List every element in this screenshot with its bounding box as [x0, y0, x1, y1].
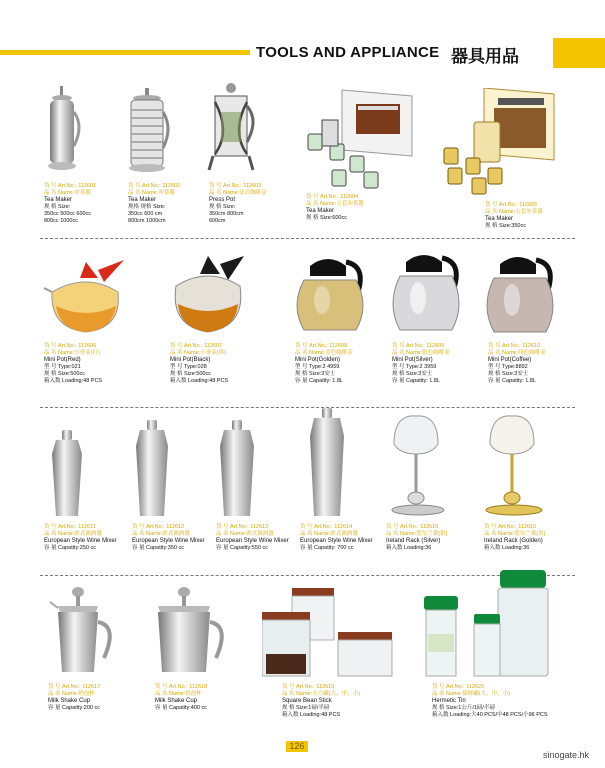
page-title: TOOLS AND APPLIANCE	[256, 44, 440, 61]
product-name-cn: 品 名 Name:冲茶器	[128, 190, 175, 196]
product-spec: 规格 规格 Size:	[128, 204, 166, 210]
product-name: Mini Pot(Golden)	[295, 357, 341, 363]
product-name-cn: 品 名 Name:奶泡杯	[48, 691, 95, 697]
product-spec: 箱入数 Loading:36	[386, 545, 432, 551]
ireland-rack-silver-image	[386, 414, 450, 516]
product-name: Tea Maker	[44, 197, 73, 203]
mini-pot-black-image	[170, 252, 248, 336]
product-name: European Style Wine Mixer	[216, 538, 289, 544]
product-name-cn: 品 名 Name:啡色咖啡壶	[488, 350, 546, 356]
square-bean-stick-image	[262, 588, 394, 682]
product-spec: 规 格 Size:	[209, 204, 236, 210]
product-name-cn: 品 名 Name:五套冲茶器	[306, 201, 364, 207]
wine-mixer-image	[128, 420, 176, 520]
product-code: 货 号 Art.No.: 112611	[44, 524, 96, 530]
product-name: Hermetic Tin	[432, 698, 466, 704]
product-name: Tea Maker	[306, 208, 335, 214]
product-name: European Style Wine Mixer	[44, 538, 117, 544]
product-code: 货 号 Art.No.: 112613	[216, 524, 269, 530]
product-spec: 容 量 Capatity:350 cc	[132, 545, 184, 551]
product-name-cn: 品 名 Name:欧式调酒器	[216, 531, 274, 537]
product-name-cn: 品 名 Name:方豆罐(大、中、小)	[282, 691, 360, 697]
product-name: Mini Pot(Black)	[170, 357, 211, 363]
coffee-pot-silver-image	[390, 248, 468, 336]
product-code: 货 号 Art.No.: 112608	[295, 343, 348, 349]
product-code: 货 号 Art.No.: 112619	[282, 684, 335, 690]
press-pot-image	[207, 82, 257, 180]
product-code: 货 号 Art.No.: 112609	[392, 343, 445, 349]
product-name-cn: 品 名 Name:小哥壶(红)	[44, 350, 100, 356]
product-spec: 型 号 Type:2 4959	[295, 364, 340, 370]
product-name-cn: 品 名 Name:欧式调酒器	[300, 531, 358, 537]
product-name-cn: 品 名 Name:金色咖啡壶	[295, 350, 353, 356]
ireland-rack-golden-image	[482, 414, 548, 516]
product-name-cn: 品 名 Name:五套冲茶器	[485, 209, 543, 215]
product-name: Press Pot	[209, 197, 236, 203]
product-spec: 规 格 Size:3安士	[488, 371, 529, 377]
product-spec: 规 格 Size:1公斤/1磅/半磅	[432, 705, 495, 711]
product-code: 货 号 Art.No.: 112606	[44, 343, 97, 349]
milk-shake-cup-image	[48, 586, 118, 680]
product-spec: 规 格 Size:500cc	[44, 371, 85, 377]
product-name: European Style Wine Mixer	[300, 538, 373, 544]
product-spec: 800cc 1000cc	[44, 218, 78, 224]
product-name-cn: 品 名 Name:银色咖啡壶	[392, 350, 450, 356]
product-spec: 800cm 1000cm	[128, 218, 166, 224]
product-code: 货 号 Art.No.: 112615	[386, 524, 439, 530]
product-name-cn: 品 名 Name:小哥壶(黑)	[170, 350, 226, 356]
mini-pot-red-image	[44, 256, 128, 336]
product-name-cn: 品 名 Name:爱尔兰架(银)	[386, 531, 448, 537]
product-code: 货 号 Art.No.: 112617	[48, 684, 101, 690]
product-spec: 容 量 Capatity:250 cc	[44, 545, 96, 551]
product-name: Milk Shake Cup	[48, 698, 91, 704]
wine-mixer-image	[44, 430, 90, 520]
product-spec: 箱入数 Loading:48 PCS	[282, 712, 341, 718]
product-name-cn: 品 名 Name:欧式调酒器	[132, 531, 190, 537]
product-code: 货 号 Art.No.: 112614	[300, 524, 353, 530]
hermetic-tin-image	[424, 570, 564, 682]
product-name: Ireland Rack (Silver)	[386, 538, 441, 544]
product-name: Mini Pot(Silver)	[392, 357, 433, 363]
product-spec: 600cm	[209, 218, 226, 224]
page-number: 126	[286, 741, 308, 752]
product-spec: 规 格 Size:3安士	[295, 371, 336, 377]
product-spec: 规 格 Size:500cc	[170, 371, 211, 377]
product-name-cn: 品 名 Name:奶泡杯	[155, 691, 202, 697]
product-code: 货 号 Art.No.: 112603	[209, 183, 262, 189]
product-name-cn: 品 名 Name:法式咖啡壶	[209, 190, 267, 196]
product-name-cn: 品 名 Name:冲茶器	[44, 190, 91, 196]
product-spec: 箱入数 Loading:48 PCS	[170, 378, 229, 384]
product-name: Square Bean Stick	[282, 698, 332, 704]
product-name-cn: 品 名 Name:欧式调酒器	[44, 531, 102, 537]
wine-mixer-image	[302, 408, 352, 520]
site-watermark: sinogate.hk	[543, 750, 590, 760]
product-spec: 350cc 600 cm	[128, 211, 163, 217]
product-code: 货 号 Art.No.: 112607	[170, 343, 223, 349]
product-code: 货 号 Art.No.: 112605	[485, 202, 538, 208]
product-code: 货 号 Art.No.: 112602	[128, 183, 181, 189]
product-code: 货 号 Art.No.: 112620	[432, 684, 485, 690]
product-spec: 容 量 Capatity: 1.8L	[295, 378, 343, 384]
product-code: 货 号 Art.No.: 112612	[132, 524, 185, 530]
product-spec: 容 量 Capatity: 1.8L	[488, 378, 536, 384]
product-spec: 350cc 500cc 600cc	[44, 211, 92, 217]
product-code: 货 号 Art.No.: 112604	[306, 194, 359, 200]
coffee-pot-golden-image	[292, 252, 372, 338]
product-name-cn: 品 名 Name:保鲜罐(大、中、小)	[432, 691, 510, 697]
product-spec: 容 量 Capatity:400 cc	[155, 705, 207, 711]
page-header	[0, 38, 605, 68]
product-spec: 350cm 800cm	[209, 211, 244, 217]
product-name: Tea Maker	[485, 216, 514, 222]
product-spec: 箱入数 Loading:36	[484, 545, 530, 551]
tea-maker-image	[44, 86, 84, 182]
product-name: Tea Maker	[128, 197, 157, 203]
product-code: 货 号 Art.No.: 112618	[155, 684, 208, 690]
wine-mixer-image	[212, 420, 262, 520]
product-spec: 规 格 Size:3安士	[392, 371, 433, 377]
product-name: Milk Shake Cup	[155, 698, 198, 704]
product-name: Ireland Rack (Golden)	[484, 538, 543, 544]
product-spec: 规 格 Size:1磅/半磅	[282, 705, 330, 711]
product-name: Mini Pot(Coffee)	[488, 357, 532, 363]
row-divider	[40, 238, 575, 239]
product-code: 货 号 Art.No.: 112601	[44, 183, 97, 189]
tea-set-image	[302, 84, 420, 194]
product-spec: 型 号 Type:8892	[488, 364, 528, 370]
coffee-pot-coffee-image	[484, 250, 562, 338]
milk-shake-cup-image	[150, 586, 230, 680]
product-spec: 型 号 Type:2 3959	[392, 364, 437, 370]
product-name: Mini Pot(Red)	[44, 357, 81, 363]
product-spec: 型 号 Type:021	[44, 364, 81, 370]
product-spec: 容 量 Capatity:200 cc	[48, 705, 100, 711]
product-spec: 箱入数 Loading:大40 PCS/中48 PCS/小96 PCS	[432, 712, 548, 718]
tea-set-golden-image	[438, 88, 558, 198]
product-name: European Style Wine Mixer	[132, 538, 205, 544]
header-bar-left	[0, 50, 250, 55]
product-spec: 容 量 Capatity:550 cc	[216, 545, 268, 551]
product-spec: 容 量 Capatity: 1.8L	[392, 378, 440, 384]
tea-maker-image	[125, 88, 173, 180]
product-spec: 规 格 Size:350cc	[485, 223, 526, 229]
header-bar-right	[553, 38, 605, 68]
page-title-cn: 器具用品	[451, 47, 519, 67]
product-spec: 规 格 Size:	[44, 204, 71, 210]
product-spec: 容 量 Capatity: 700 cc	[300, 545, 354, 551]
product-code: 货 号 Art.No.: 112616	[484, 524, 537, 530]
product-spec: 型 号 Type:028	[170, 364, 207, 370]
product-spec: 箱入数 Loading:48 PCS	[44, 378, 103, 384]
product-code: 货 号 Art.No.: 112610	[488, 343, 541, 349]
product-name-cn: 品 名 Name:爱尔兰架(金)	[484, 531, 546, 537]
product-spec: 规 格 Size:600cc	[306, 215, 347, 221]
